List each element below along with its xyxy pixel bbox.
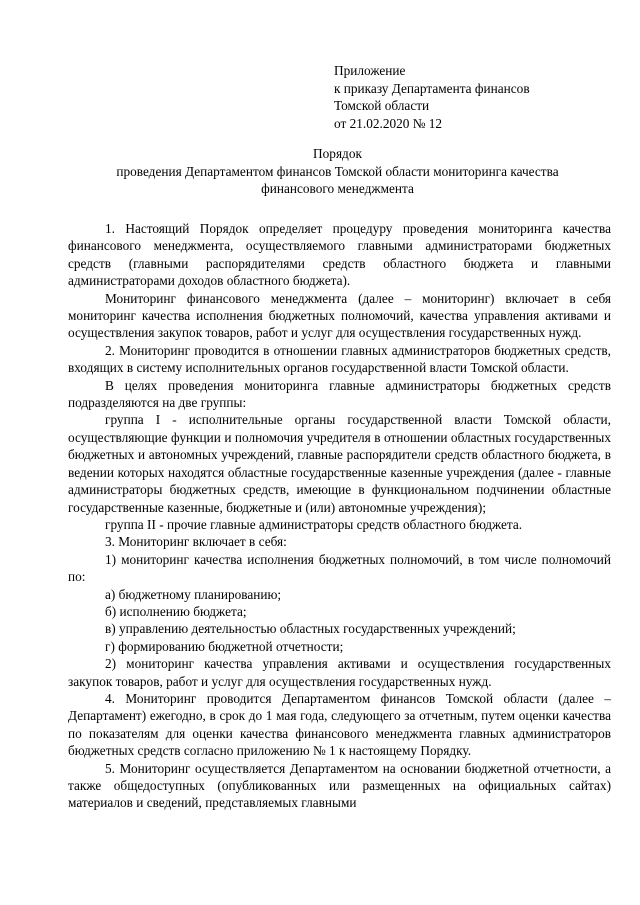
paragraph: Мониторинг финансового менеджмента (далее – мониторинг) включает в себя мониторинг качества исполнения бюджетных полномочий, качества управления активами и осуществления закупок товаров, работ и услуг для осуществления государственных нужд. — [68, 290, 611, 341]
paragraph: 4. Мониторинг проводится Департаментом финансов Томской области (далее – Департамент) ежегодно, в срок до 1 мая года, следующего за отчетным, путем оценки качества по показателям для оценки качества финансового менеджмента главных администраторов бюджетных средств согласно приложению № 1 к настоящему Порядку. — [68, 690, 611, 759]
paragraph: 1. Настоящий Порядок определяет процедуру проведения мониторинга качества финансового менеджмента, осуществляемого главными администраторами бюджетных средств (главными распорядителями средств областного бюджета и главными администраторами доходов областного бюджета). — [68, 221, 611, 289]
title-line-3: финансового менеджмента — [261, 181, 414, 196]
paragraph: 1) мониторинг качества исполнения бюджетных полномочий, в том числе полномочий по: — [68, 551, 611, 585]
title-line-1: Порядок — [313, 146, 362, 161]
annex-line-1: Приложение — [334, 63, 406, 78]
paragraph: г) формированию бюджетной отчетности; — [105, 638, 344, 654]
paragraph: 3. Мониторинг включает в себя: — [105, 534, 287, 550]
paragraph: б) исполнению бюджета; — [105, 603, 247, 619]
document-body — [68, 220, 611, 812]
paragraph: в) управлению деятельностью областных государственных учреждений; — [105, 621, 516, 637]
paragraph: группа II - прочие главные администраторы средств областного бюджета. — [105, 516, 523, 532]
paragraph: 2) мониторинг качества управления активами и осуществления государственных закупок товаров, работ и услуг для осуществления государственных нужд. — [68, 656, 611, 689]
paragraph: 2. Мониторинг проводится в отношении главных администраторов бюджетных средств, входящих в систему исполнительных органов государственной власти Томской области. — [68, 342, 611, 376]
paragraph: 5. Мониторинг осуществляется Департаментом на основании бюджетной отчетности, а также общедоступных (опубликованных или размещенных на официальных сайтах) материалов и сведений, представляемых главными — [68, 760, 611, 811]
title-line-2: проведения Департаментом финансов Томской области мониторинга качества — [116, 163, 559, 179]
annex-line-2: к приказу Департамента финансов — [334, 80, 530, 96]
annex-line-4: от 21.02.2020 № 12 — [334, 115, 443, 131]
paragraph: а) бюджетному планированию; — [105, 586, 282, 602]
paragraph: В целях проведения мониторинга главные администраторы бюджетных средств подразделяются на две группы: — [68, 377, 611, 411]
annex-line-3: Томской области — [334, 98, 430, 113]
paragraph: группа I - исполнительные органы государственной власти Томской области, осуществляющие функции и полномочия учредителя в отношении областных государственных бюджетных и автономных учреждений, главные распорядители средств областного бюджета, в ведении которых находятся областные государственные казенные учреждения (далее - главные администраторы бюджетных средств, имеющие в функциональном подчинении областные государственные казенные, бюджетные и (или) автономные учреждения); — [68, 412, 611, 515]
document-title — [60, 145, 615, 198]
annex-header — [334, 62, 634, 132]
